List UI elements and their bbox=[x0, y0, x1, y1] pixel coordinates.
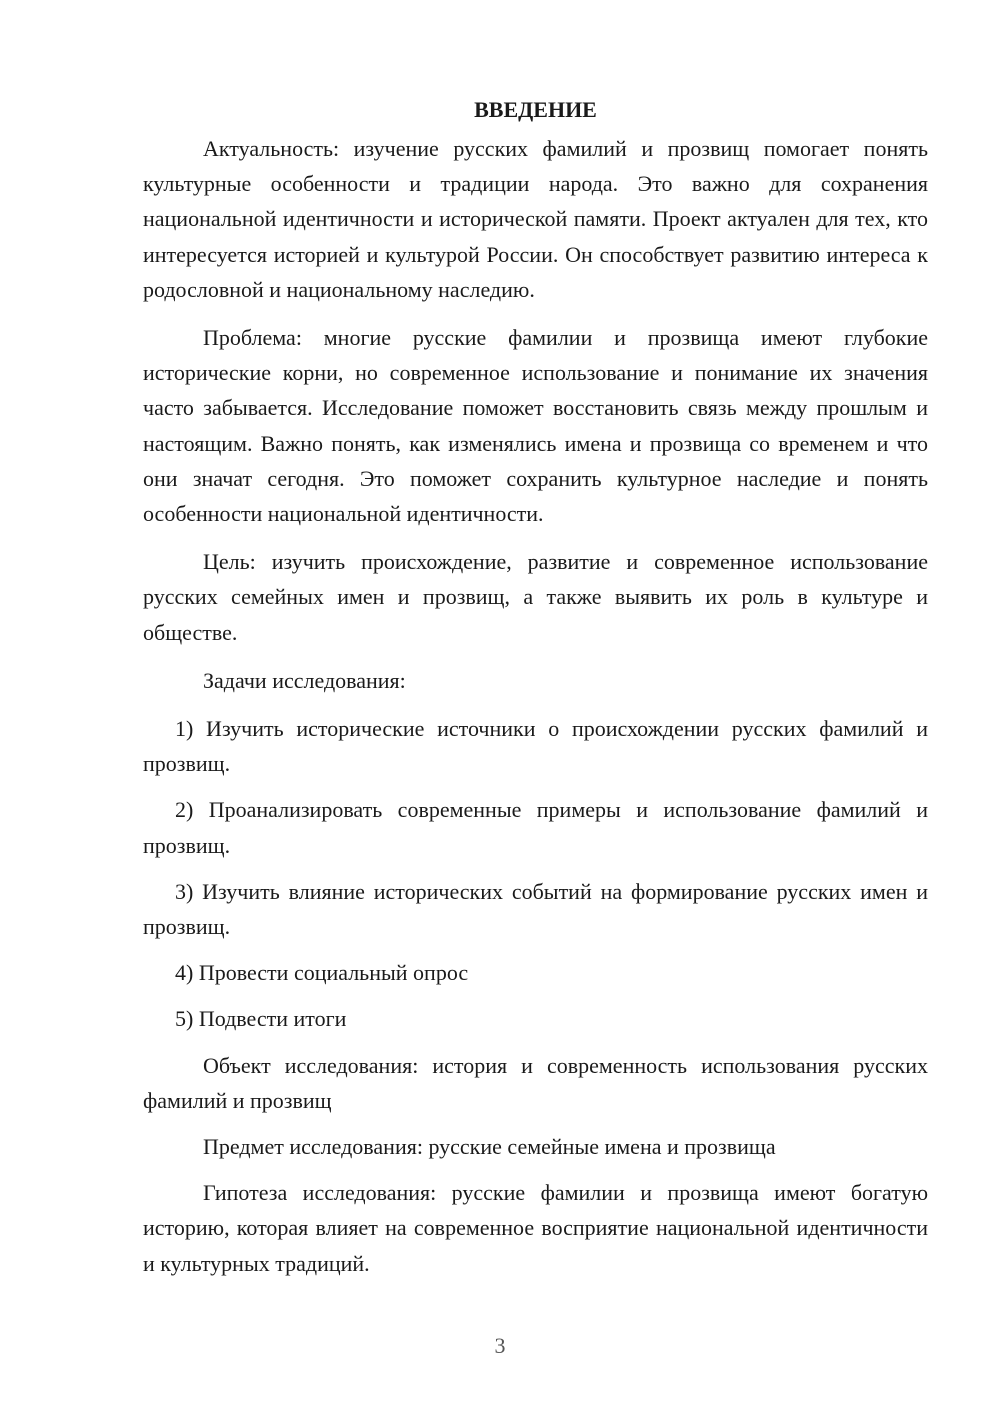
section-title: ВВЕДЕНИЕ bbox=[474, 97, 597, 122]
object-paragraph: Объект исследования: история и современность использования русских фамилий и прозвищ bbox=[143, 1052, 928, 1113]
page-number: 3 bbox=[494, 1333, 506, 1358]
hypothesis-paragraph: Гипотеза исследования: русские фамилии и прозвища имеют богатую историю, которая влияет на современное восприятие национальной идентичности и культурных традиций. bbox=[143, 1180, 928, 1276]
goal-paragraph: Цель: изучить происхождение, развитие и современное использование русских семейных имен и прозвищ, а также выявить их роль в культуре и обществе. bbox=[143, 549, 928, 645]
relevance-paragraph: Актуальность: изучение русских фамилий и прозвищ помогает понять культурные особенности и традиции народа. Это важно для сохранения национальной идентичности и исторической памяти. Проект актуален для тех, кто интересуется историей и культурой России. Он способствует развитию интереса к родословной и национальному наследию. bbox=[143, 136, 928, 302]
subject-paragraph: Предмет исследования: русские семейные имена и прозвища bbox=[203, 1134, 776, 1160]
problem-paragraph: Проблема: многие русские фамилии и прозвища имеют глубокие исторические корни, но современное использование и понимание их значения часто забывается. Исследование поможет восстановить связь между прошлым и настоящим. Важно понять, как изменялись имена и прозвища со временем и что они значат сегодня. Это поможет сохранить культурное наследие и понять особенности национальной идентичности. bbox=[143, 325, 928, 527]
task-item-2: 2) Проанализировать современные примеры и использование фамилий и прозвищ. bbox=[143, 797, 928, 858]
task-item-4: 4) Провести социальный опрос bbox=[175, 960, 469, 986]
tasks-heading: Задачи исследования: bbox=[203, 667, 406, 693]
task-item-5: 5) Подвести итоги bbox=[175, 1006, 347, 1032]
task-item-1: 1) Изучить исторические источники о происхождении русских фамилий и прозвищ. bbox=[143, 716, 928, 777]
task-item-3: 3) Изучить влияние исторических событий на формирование русских имен и прозвищ. bbox=[143, 878, 928, 940]
document-page bbox=[143, 92, 928, 1281]
